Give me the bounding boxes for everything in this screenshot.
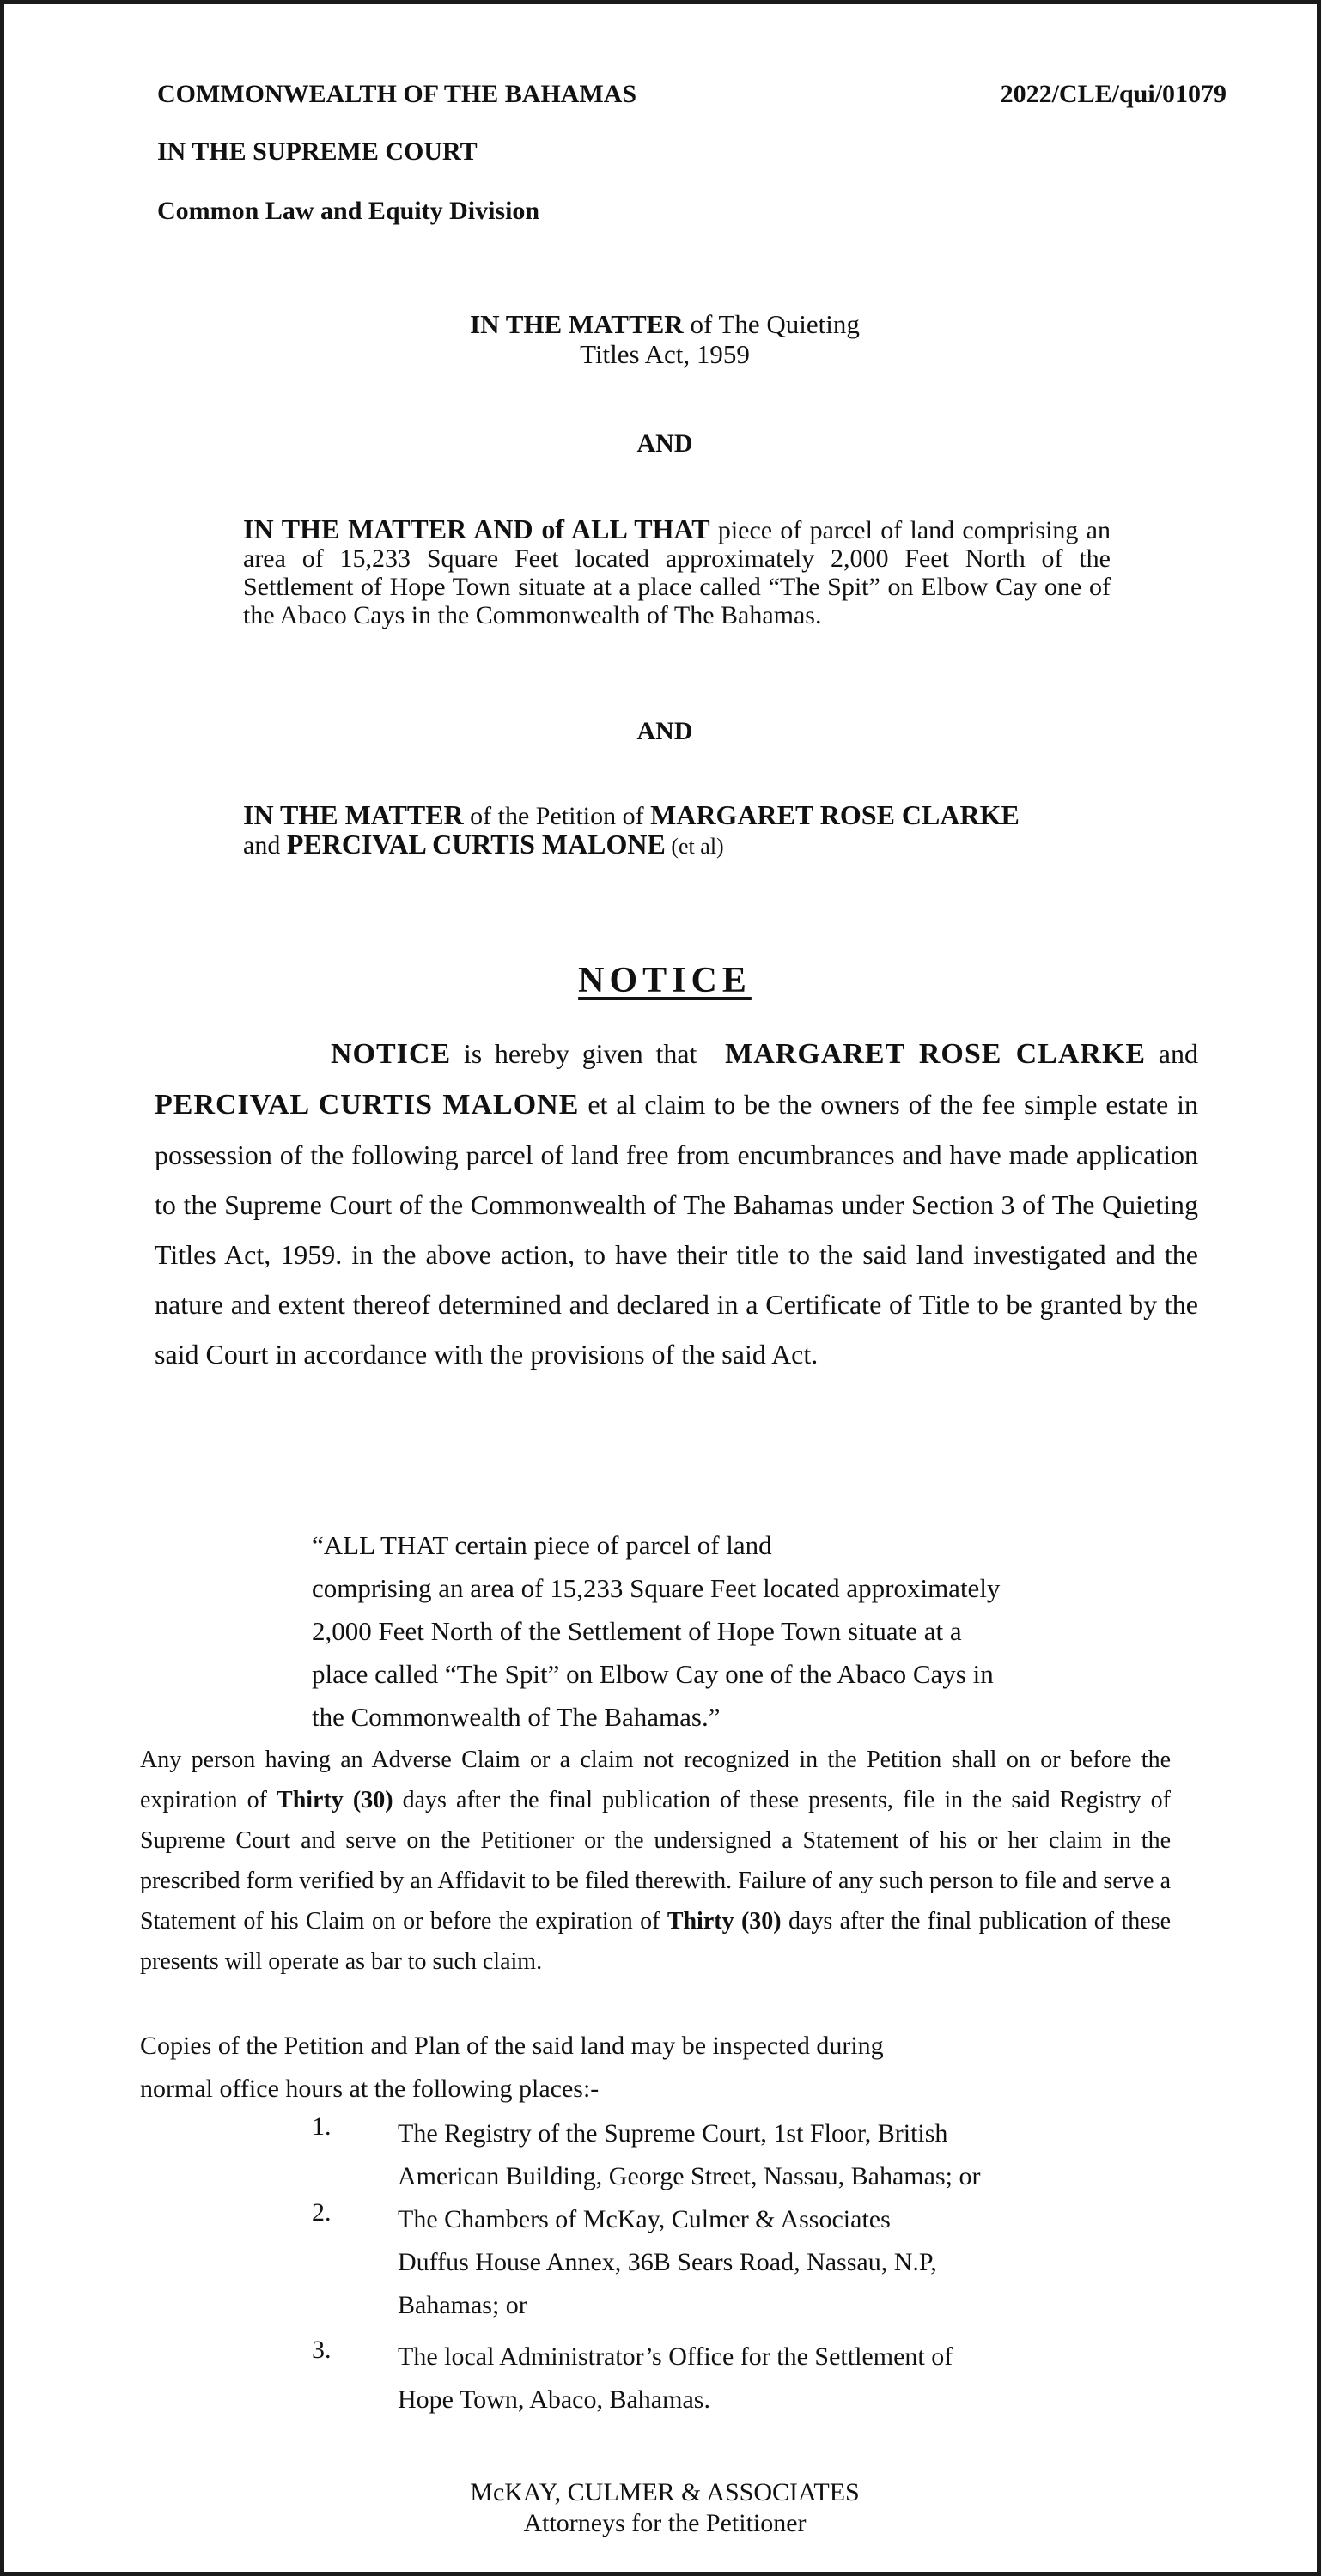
list-item	[398, 2198, 1171, 2327]
list-item-number: 1.	[312, 2112, 332, 2141]
copies-line: Copies of the Petition and Plan of the said land may be inspected during	[140, 2032, 884, 2060]
matter-parcel-lead: IN THE MATTER AND of ALL THAT	[243, 513, 710, 544]
list-item-line: The Chambers of McKay, Culmer & Associates	[398, 2205, 891, 2233]
and-separator-1: AND	[636, 429, 693, 458]
firm-role: Attorneys for the Petitioner	[523, 2509, 807, 2537]
division-heading: Common Law and Equity Division	[157, 197, 540, 225]
list-item-number: 3.	[312, 2336, 332, 2364]
list-item-line: Duffus House Annex, 36B Sears Road, Nassau, N.P,	[398, 2248, 937, 2276]
matter-petition	[243, 801, 1205, 860]
quote-line: “ALL THAT certain piece of parcel of land	[312, 1530, 772, 1560]
notice-given: is hereby given that	[451, 1038, 710, 1069]
deadline-days: Thirty (30)	[667, 1908, 782, 1935]
matter-parcel-text: piece of parcel of land comprising an area of 15,233 Square Feet located approximately 2,000 Feet North of the Settlement of Hope Town situate at a place called “The Spit” on Elbow Cay one of the Abaco Cays in the Commonwealth of The Bahamas.	[243, 516, 1111, 629]
petitioner-2: PERCIVAL CURTIS MALONE	[286, 829, 666, 860]
list-item-line: American Building, George Street, Nassau, Bahamas; or	[398, 2162, 981, 2190]
notice-text: et al claim to be the owners of the fee simple estate in possession of the following parcel of land free from encumbrances and have made application to the Supreme Court of the Commonwealth of The Bahamas under Section 3 of The Quieting Titles Act, 1959. in the above action, to have their title to the said land investigated and the nature and extent thereof determined and declared in a Certificate of Title to be granted by the said Court in accordance with the provisions of the said Act.	[155, 1089, 1198, 1370]
list-item	[398, 2112, 1171, 2198]
list-item	[398, 2336, 1171, 2421]
case-number: 2022/CLE/qui/01079	[1000, 80, 1227, 108]
list-item-line: The local Administrator’s Office for the Settlement of	[398, 2342, 953, 2371]
list-item-line: Hope Town, Abaco, Bahamas.	[398, 2385, 710, 2414]
quote-line: comprising an area of 15,233 Square Feet located approximately	[312, 1573, 1001, 1603]
matter-lead: IN THE MATTER	[470, 309, 684, 339]
petitioner-1: MARGARET ROSE CLARKE	[650, 799, 1020, 830]
adverse-text: Any person having an Adverse Claim or a claim not recognized in the Petition shall on or before the expiration of	[140, 1747, 1171, 1814]
deadline-days: Thirty (30)	[277, 1787, 393, 1814]
adverse-text: days after the final publication of these presents will operate as bar to such claim.	[140, 1908, 1172, 1975]
matter-text-line2: Titles Act, 1959	[580, 339, 750, 369]
jurisdiction-heading: COMMONWEALTH OF THE BAHAMAS	[157, 80, 637, 108]
matter-petition-and: and	[243, 831, 287, 860]
notice-title: NOTICE	[578, 961, 752, 1000]
notice-and: and	[1146, 1038, 1198, 1069]
matter-petition-text: of the Petition of	[463, 802, 651, 830]
notice-lead: NOTICE	[331, 1038, 452, 1070]
matter-text: of The Quieting	[683, 309, 860, 339]
adverse-text: days after the final publication of these presents, file in the said Registry of Supreme Court and serve on the Petitioner or the undersigned a Statement of his or her claim in the prescribed form verified by an Affidavit to be filed therewith. Failure of any such person to file and serve a Statement of his Claim on or before the expiration of	[140, 1787, 1172, 1935]
adverse-claim-paragraph	[140, 1740, 1171, 1982]
matter-petition-lead: IN THE MATTER	[243, 799, 464, 830]
and-separator-2: AND	[636, 717, 693, 745]
notice-body	[155, 1029, 1198, 1379]
copies-paragraph	[140, 2025, 1171, 2111]
list-item-number: 2.	[312, 2198, 332, 2227]
et-al: (et al)	[665, 834, 724, 859]
quote-line: place called “The Spit” on Elbow Cay one of the Abaco Cays in	[312, 1659, 994, 1689]
signature-block	[4, 2477, 1321, 2539]
matter-parcel	[243, 515, 1111, 629]
court-heading: IN THE SUPREME COURT	[157, 137, 478, 166]
copies-line: normal office hours at the following places:-	[140, 2075, 600, 2103]
quote-line: the Commonwealth of The Bahamas.”	[312, 1702, 721, 1732]
parcel-description-quote	[312, 1524, 1136, 1739]
notice-name-2: PERCIVAL CURTIS MALONE	[155, 1089, 580, 1121]
quote-line: 2,000 Feet North of the Settlement of Hope Town situate at a	[312, 1616, 962, 1646]
notice-name-1: MARGARET ROSE CLARKE	[725, 1038, 1147, 1070]
firm-name: McKAY, CULMER & ASSOCIATES	[470, 2478, 860, 2506]
list-item-line: Bahamas; or	[398, 2291, 527, 2319]
list-item-line: The Registry of the Supreme Court, 1st Floor, British	[398, 2119, 948, 2148]
matter-quieting-titles	[4, 309, 1321, 369]
